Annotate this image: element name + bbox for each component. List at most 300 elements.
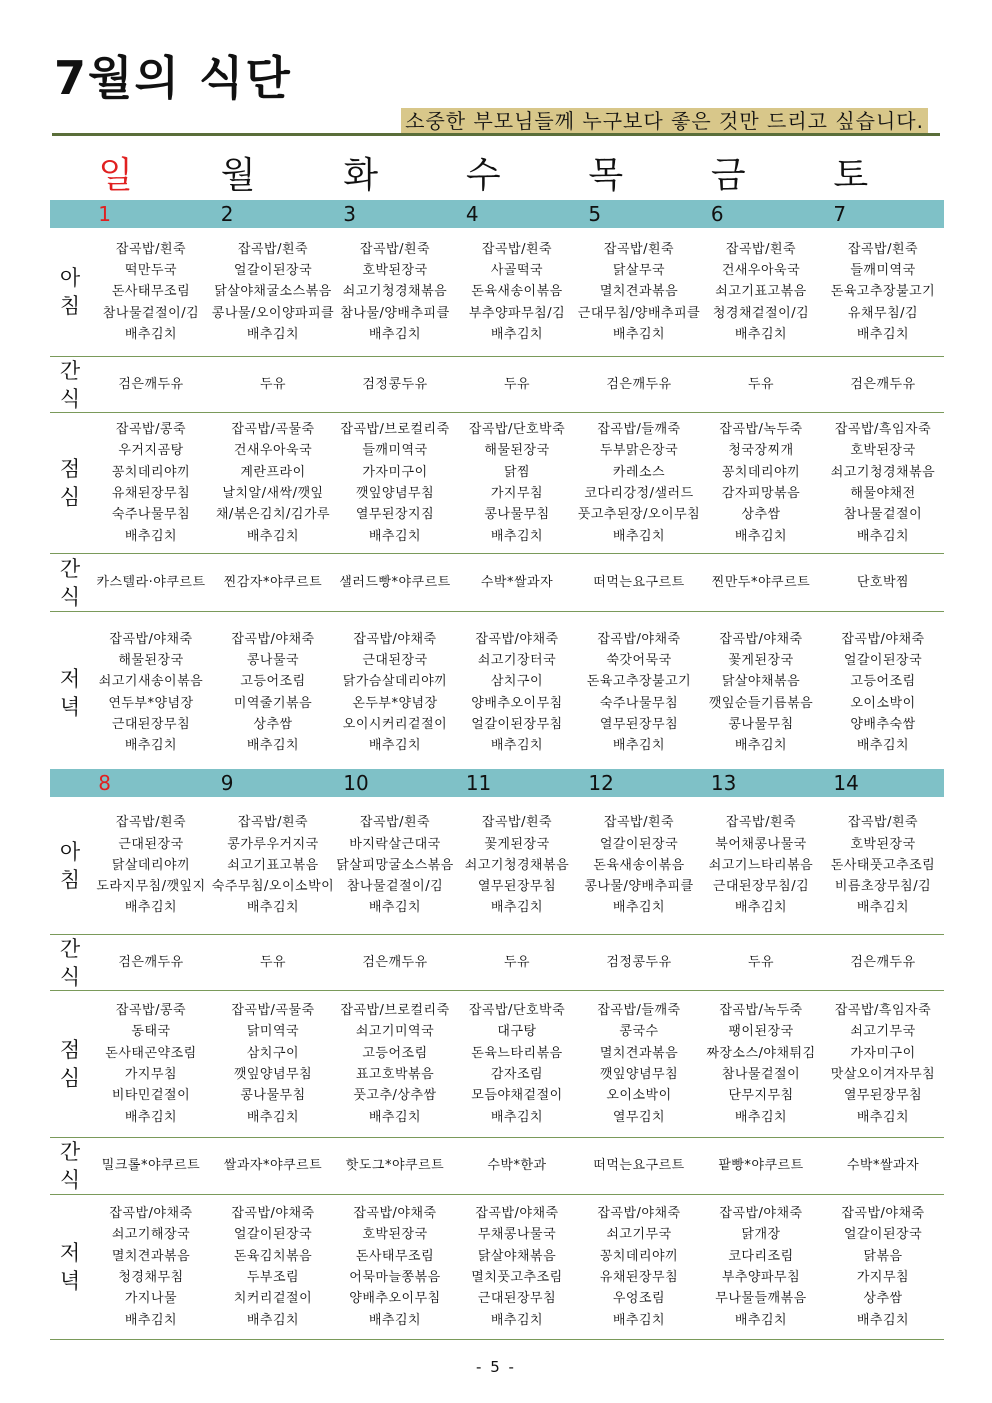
morning-snack-day-cell [822,357,944,412]
menu-item: 배추김치 [490,900,544,916]
breakfast-day-cell [822,797,944,934]
menu-item: 돈육느타리볶음 [471,1045,563,1061]
menu-item: 열무된장지짐 [355,507,435,523]
morning-snack-day-cell [700,935,822,990]
menu-item: 참나물/양배추피클 [340,305,450,321]
dinner-day-cell [700,612,822,773]
meal-label-char: 식 [59,386,81,411]
menu-item: 들깨미역국 [850,263,916,279]
menu-item: 잡곡밥/흰죽 [725,815,797,831]
menu-item: 참나물겉절이/김 [102,305,200,321]
afternoon-snack-row [50,1138,944,1195]
lunch-day-cell [90,991,212,1137]
menu-item: 배추김치 [124,900,178,916]
menu-item: 코다리강정/샐러드 [584,486,694,501]
menu-item: 배추김치 [368,738,422,754]
menu-item: 돈사태무조림 [111,284,191,300]
morning-snack-day-cell [578,357,700,412]
afternoon-snack-day-cell [700,554,822,611]
meal-label-char: 심 [59,1066,81,1090]
menu-item: 배추김치 [856,1109,910,1125]
menu-item: 근대된장국 [362,652,428,668]
meal-label-char: 식 [59,1168,81,1192]
date-number: 9 [220,771,234,795]
menu-item: 콩나물/오이양파피클 [211,305,335,321]
menu-item: 배추김치 [856,326,910,342]
menu-item: 참나물겉절이/김 [346,879,444,895]
menu-item: 쇠고기무국 [606,1227,672,1243]
snack-item: 밀크롤*야쿠르트 [101,1158,201,1174]
meal-label-char: 침 [59,294,81,318]
menu-item: 돈육고추장불고기 [586,674,692,690]
menu-item: 가자미구이 [850,1045,916,1061]
menu-item: 잡곡밥/야채죽 [841,631,925,647]
menu-item: 잡곡밥/흰죽 [603,815,675,831]
menu-item: 쇠고기청경채볶음 [464,857,570,873]
breakfast-day-cell [822,228,944,356]
menu-item: 배추김치 [734,900,788,916]
menu-item: 배추김치 [856,528,910,544]
menu-item: 배추김치 [246,738,300,754]
menu-item: 잡곡밥/야채죽 [231,1206,315,1222]
morning-snack-day-cell [90,935,212,990]
menu-item: 콩나물무침 [728,716,794,732]
menu-item: 도라지무침/깻잎지 [96,879,206,895]
menu-item: 쇠고기청경채볶음 [342,284,448,300]
menu-item: 콩가루우거지국 [227,836,319,852]
snack-item: 검은깨두유 [362,954,428,970]
menu-item: 돈사태풋고추조림 [830,857,936,873]
menu-item: 상추쌈 [741,507,781,523]
menu-item: 참나물겉절이 [843,507,923,523]
lunch-day-cell [334,413,456,553]
menu-item: 닭볶음 [863,1248,903,1264]
weekday-name: 일 [98,155,134,196]
lunch-day-cell [456,991,578,1137]
menu-item: 잡곡밥/브로컬리죽 [340,422,450,438]
menu-item: 온두부*양념장 [352,695,438,711]
menu-item: 돈육김치볶음 [233,1248,313,1264]
menu-item: 건새우아욱국 [233,443,313,459]
date-number: 14 [833,771,859,795]
title-divider [52,133,940,136]
menu-item: 쇠고기새송이볶음 [98,674,204,690]
menu-item: 잡곡밥/흰죽 [481,815,553,831]
menu-item: 부추양파무침/김 [468,305,566,321]
menu-item: 고등어조림 [850,674,916,690]
snack-item: 수박*쌀과자 [846,1158,920,1174]
date-number: 1 [98,202,111,226]
date-number: 10 [343,771,369,795]
menu-item: 잡곡밥/야채죽 [841,1206,925,1222]
menu-item: 오이시커리겉절이 [342,716,448,732]
menu-item: 배추김치 [490,1109,544,1125]
menu-item: 멸치견과볶음 [111,1248,191,1264]
menu-item: 삼치구이 [246,1045,300,1061]
week-1-block [50,200,944,774]
lunch-day-cell [334,991,456,1137]
breakfast-day-cell [456,797,578,934]
menu-item: 배추김치 [124,1312,178,1328]
meal-label-char: 간 [59,936,81,961]
menu-item: 숙주나물무침 [599,695,679,711]
lunch-day-cell [578,991,700,1137]
morning-snack-day-cell [700,357,822,412]
snack-item: 핫도그*야쿠르트 [345,1158,445,1174]
menu-item: 대구탕 [497,1024,537,1040]
dinner-day-cell [90,1195,212,1339]
subtitle-banner: 소중한 부모님들께 누구보다 좋은 것만 드리고 싶습니다. [401,108,928,134]
date-number: 8 [98,771,111,795]
menu-item: 잡곡밥/야채죽 [353,1206,437,1222]
meal-columns [90,612,944,773]
menu-item: 배추김치 [612,900,666,916]
breakfast-day-cell [334,797,456,934]
menu-item: 배추김치 [368,900,422,916]
snack-item: 검은깨두유 [606,376,672,392]
breakfast-day-cell [90,228,212,356]
date-number: 6 [710,202,724,226]
date-number: 3 [343,202,357,226]
weekday-name: 목 [588,155,624,196]
date-number: 13 [710,771,737,795]
meal-label [50,797,90,934]
menu-item: 유채된장무침 [111,486,191,501]
menu-item: 쑥갓어묵국 [606,652,672,668]
snack-item: 검은깨두유 [850,954,916,970]
menu-item: 청국장찌개 [728,443,794,459]
menu-item: 오이소박이 [850,695,916,711]
dinner-day-cell [334,612,456,773]
menu-item: 미역줄기볶음 [233,695,313,711]
menu-item: 잡곡밥/흰죽 [115,815,187,831]
menu-item: 배추김치 [124,528,178,544]
menu-item: 잡곡밥/야채죽 [597,1206,681,1222]
menu-item: 닭살야채굴소스볶음 [214,284,332,300]
lunch-day-cell [578,413,700,553]
menu-item: 쇠고기장터국 [477,652,557,668]
weekday-name: 토 [833,155,869,196]
menu-item: 배추김치 [246,326,300,342]
menu-item: 배추김치 [734,1109,788,1125]
meal-label [50,612,90,773]
menu-item: 배추김치 [246,1312,300,1328]
page-title: 7월의 식단 [54,51,292,105]
menu-item: 양배추오이무침 [349,1291,441,1307]
menu-item: 떡만두국 [124,263,178,279]
menu-item: 비타민겉절이 [111,1088,191,1104]
meal-label [50,554,90,611]
morning-snack-day-cell [334,357,456,412]
menu-item: 쇠고기미역국 [355,1024,435,1040]
weekday-header [50,152,944,200]
menu-item: 잡곡밥/흑임자죽 [834,1003,932,1019]
morning-snack-row [50,935,944,991]
menu-item: 잡곡밥/들깨죽 [597,422,681,438]
snack-item: 검은깨두유 [118,376,184,392]
menu-item: 유채무침/김 [847,305,919,321]
meal-columns [90,1138,944,1194]
menu-item: 콩나물/양배추피클 [584,879,694,895]
menu-item: 배추김치 [124,738,178,754]
menu-item: 꽃게된장국 [728,652,794,668]
meal-label-char: 저 [59,666,81,691]
menu-item: 꽁치데리야끼 [111,464,191,480]
menu-item: 호박된장국 [850,836,916,852]
menu-item: 채/볶은김치/김가루 [215,507,331,523]
menu-item: 배추김치 [856,738,910,754]
snack-item: 수박*한과 [487,1158,547,1174]
meal-label-char: 식 [59,584,81,609]
snack-item: 두유 [259,954,287,970]
menu-item: 멸치풋고추조림 [471,1270,563,1285]
lunch-day-cell [212,413,334,553]
menu-item: 얼갈이된장국 [233,263,313,279]
menu-item: 숙주무침/오이소박이 [211,879,335,895]
menu-item: 날치알/새싹/깻잎 [222,486,324,501]
menu-item: 감자피망볶음 [721,486,801,501]
afternoon-snack-row [50,554,944,612]
menu-item: 꽁치데리야끼 [599,1248,679,1264]
date-number: 4 [465,202,479,226]
menu-item: 가지무침 [856,1270,910,1285]
menu-item: 양배추오이무침 [471,695,563,711]
date-number: 7 [833,202,847,226]
weekday-name: 수 [465,155,501,196]
menu-item: 배추김치 [612,1312,666,1328]
menu-item: 잡곡밥/흰죽 [725,241,797,257]
menu-item: 가지무침 [490,486,544,501]
menu-item: 삼치구이 [490,674,544,690]
menu-item: 근대된장무침 [477,1291,557,1307]
snack-item: 쌀과자*야쿠르트 [223,1158,323,1174]
snack-item: 떠먹는요구르트 [593,574,685,590]
meal-label [50,228,90,356]
menu-item: 잡곡밥/야채죽 [231,631,315,647]
menu-item: 두부조림 [246,1270,300,1285]
menu-item: 근대된장국 [118,836,184,852]
menu-item: 배추김치 [490,528,544,544]
snack-item: 두유 [747,376,775,392]
menu-item: 잡곡밥/콩죽 [115,1003,187,1019]
weekday-name: 월 [220,155,256,196]
snack-item: 두유 [259,376,287,392]
menu-item: 잡곡밥/야채죽 [475,1206,559,1222]
meal-label [50,413,90,553]
menu-item: 호박된장국 [362,1227,428,1243]
menu-item: 닭살무국 [612,263,666,279]
meal-columns [90,228,944,356]
menu-item: 쇠고기느타리볶음 [708,857,814,873]
menu-item: 배추김치 [246,528,300,544]
dinner-day-cell [578,612,700,773]
menu-item: 근대무침/양배추피클 [577,305,701,321]
menu-item: 깻잎순들기름볶음 [708,695,814,711]
menu-item: 잡곡밥/흰죽 [359,815,431,831]
breakfast-day-cell [578,228,700,356]
menu-item: 잡곡밥/야채죽 [719,1206,803,1222]
meal-label-char: 점 [59,457,81,481]
menu-item: 코다리조림 [728,1248,794,1264]
menu-item: 닭가슴살데리야끼 [342,674,448,690]
menu-item: 가자미구이 [362,464,428,480]
menu-item: 청경채무침 [118,1270,184,1285]
date-row-gutter [50,769,86,797]
menu-item: 잡곡밥/곡물죽 [231,1003,315,1019]
menu-item: 두부맑은장국 [599,443,679,459]
dinner-day-cell [700,1195,822,1339]
menu-item: 배추김치 [734,528,788,544]
menu-item: 얼갈이된장무침 [471,716,563,732]
menu-item: 쇠고기무국 [850,1024,916,1040]
menu-item: 치커리겉절이 [233,1291,313,1307]
menu-item: 잡곡밥/흰죽 [603,241,675,257]
menu-item: 가지나물 [124,1291,178,1307]
breakfast-day-cell [334,228,456,356]
morning-snack-day-cell [90,357,212,412]
menu-item: 콩국수 [619,1024,659,1040]
afternoon-snack-day-cell [334,554,456,611]
morning-snack-day-cell [334,935,456,990]
weekday-name: 금 [710,155,746,196]
morning-snack-row [50,357,944,413]
menu-item: 무나물들깨볶음 [715,1291,807,1307]
menu-item: 얼갈이된장국 [843,652,923,668]
menu-item: 멸치견과볶음 [599,284,679,300]
menu-item: 상추쌈 [863,1291,903,1307]
menu-item: 배추김치 [368,1109,422,1125]
menu-item: 우엉조림 [612,1291,666,1307]
menu-item: 연두부*양념장 [108,695,194,711]
snack-item: 수박*쌀과자 [480,574,554,590]
morning-snack-day-cell [822,935,944,990]
snack-item: 찐만두*야쿠르트 [711,574,811,590]
breakfast-day-cell [90,797,212,934]
menu-item: 바지락살근대국 [349,836,441,852]
afternoon-snack-day-cell [822,554,944,611]
breakfast-row [50,797,944,935]
lunch-day-cell [700,413,822,553]
snack-item: 떠먹는요구르트 [593,1158,685,1174]
menu-item: 배추김치 [612,326,666,342]
menu-item: 북어채콩나물국 [715,836,807,852]
meal-label [50,1138,90,1194]
menu-item: 닭살피망굴소스볶음 [336,857,454,873]
breakfast-day-cell [700,797,822,934]
snack-item: 단호박찜 [856,574,910,590]
menu-item: 배추김치 [734,1312,788,1328]
menu-item: 쇠고기청경채볶음 [830,464,936,480]
menu-item: 건새우아욱국 [721,263,801,279]
date-row-gutter [50,200,86,228]
morning-snack-day-cell [212,357,334,412]
menu-item: 들깨미역국 [362,443,428,459]
dinner-day-cell [456,1195,578,1339]
date-number: 11 [465,771,492,795]
week-2-block [50,769,944,1340]
menu-item: 배추김치 [612,738,666,754]
meal-label [50,935,90,990]
menu-item: 배추김치 [856,1312,910,1328]
afternoon-snack-day-cell [90,1138,212,1194]
menu-item: 잡곡밥/들깨죽 [597,1003,681,1019]
snack-item: 검정콩두유 [362,376,428,392]
meal-columns [90,357,944,412]
snack-item: 카스텔라·야쿠르트 [96,574,206,590]
meal-label-char: 침 [59,867,81,892]
menu-item: 배추김치 [246,900,300,916]
menu-item: 배추김치 [734,738,788,754]
afternoon-snack-day-cell [456,554,578,611]
meal-label [50,1195,90,1339]
menu-item: 닭찜 [503,464,531,480]
menu-item: 잡곡밥/흰죽 [237,241,309,257]
lunch-day-cell [700,991,822,1137]
menu-item: 잡곡밥/단호박죽 [468,1003,566,1019]
afternoon-snack-day-cell [578,554,700,611]
snack-item: 찐감자*야쿠르트 [223,574,323,590]
menu-item: 잡곡밥/녹두죽 [719,422,803,438]
date-number: 12 [588,771,614,795]
menu-item: 잡곡밥/야채죽 [353,631,437,647]
date-number: 2 [220,202,234,226]
snack-item: 두유 [747,954,775,970]
menu-item: 닭살야채볶음 [477,1248,557,1264]
menu-item: 양배추숙쌈 [850,716,916,732]
meal-label-char: 아 [59,266,81,290]
menu-item: 동태국 [131,1024,171,1040]
menu-item: 배추김치 [734,326,788,342]
menu-item: 부추양파무침 [721,1270,801,1285]
breakfast-day-cell [212,797,334,934]
menu-item: 배추김치 [368,1312,422,1328]
meal-label-char: 간 [59,1140,81,1164]
menu-item: 배추김치 [612,528,666,544]
menu-item: 콩나물무침 [484,507,550,523]
menu-item: 배추김치 [124,326,178,342]
meal-columns [90,1195,944,1339]
menu-item: 짜장소스/야채튀김 [706,1045,816,1061]
menu-item: 배추김치 [124,1109,178,1125]
meal-label-char: 식 [59,964,81,989]
menu-item: 닭개장 [741,1227,781,1243]
menu-item: 우거지곰탕 [118,443,184,459]
dinner-day-cell [90,612,212,773]
menu-item: 고등어조림 [362,1045,428,1061]
snack-item: 두유 [503,954,531,970]
meal-label-char: 간 [59,358,81,383]
menu-item: 얼갈이된장국 [843,1227,923,1243]
afternoon-snack-day-cell [578,1138,700,1194]
meal-columns [90,554,944,611]
header-gutter [50,152,86,200]
menu-item: 잡곡밥/야채죽 [109,1206,193,1222]
menu-item: 잡곡밥/야채죽 [597,631,681,647]
menu-item: 비름초장무침/김 [834,879,932,895]
menu-item: 단무지무침 [728,1088,794,1104]
afternoon-snack-day-cell [90,554,212,611]
morning-snack-day-cell [578,935,700,990]
menu-item: 얼갈이된장국 [233,1227,313,1243]
menu-item: 돈육새송이볶음 [471,284,563,300]
snack-item: 검정콩두유 [606,954,672,970]
meal-columns [90,991,944,1137]
meal-label-char: 녁 [59,694,81,719]
morning-snack-day-cell [456,935,578,990]
morning-snack-day-cell [212,935,334,990]
menu-item: 배추김치 [490,326,544,342]
afternoon-snack-day-cell [212,554,334,611]
